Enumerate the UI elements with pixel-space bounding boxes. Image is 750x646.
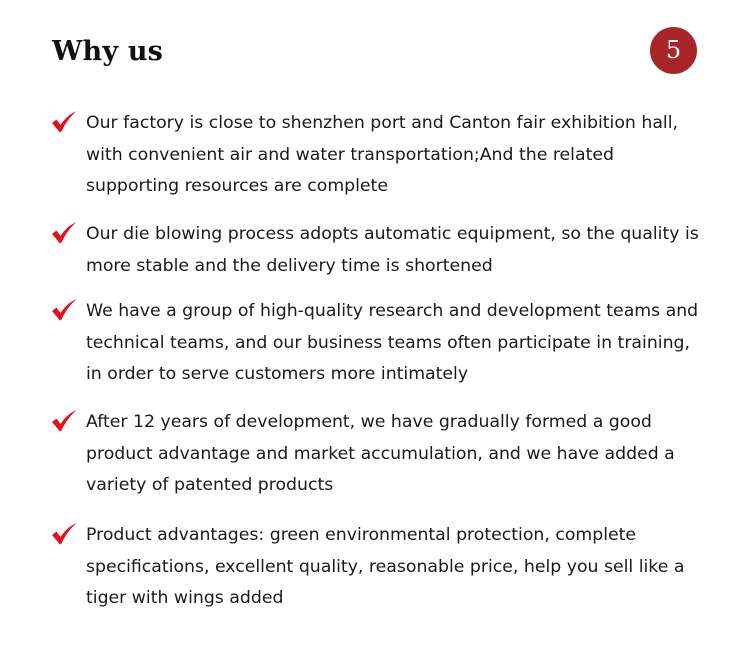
list-item-text: We have a group of high-quality research and development teams and technical teams, and our business teams often participate in training, in order to serve customers more intimately bbox=[86, 301, 699, 384]
check-icon bbox=[50, 298, 78, 322]
list-item-text: Our factory is close to shenzhen port and Canton fair exhibition hall, with convenient air and water transportation;And the related supporting resources are complete bbox=[86, 113, 679, 196]
check-icon bbox=[50, 522, 78, 546]
list-item-text: Our die blowing process adopts automatic equipment, so the quality is more stable and the delivery time is shortened bbox=[86, 224, 699, 276]
page-title: Why us bbox=[52, 36, 164, 67]
list-item-text: Product advantages: green environmental protection, complete specifications, excellent quality, reasonable price, help you sell like a tiger with wings added bbox=[86, 525, 685, 608]
list-item-text: After 12 years of development, we have gradually formed a good product advantage and market accumulation, and we have added a variety of patented products bbox=[86, 412, 675, 495]
check-icon bbox=[50, 221, 78, 245]
section-number-badge: 5 bbox=[650, 27, 697, 74]
check-icon bbox=[50, 110, 78, 134]
check-icon bbox=[50, 409, 78, 433]
